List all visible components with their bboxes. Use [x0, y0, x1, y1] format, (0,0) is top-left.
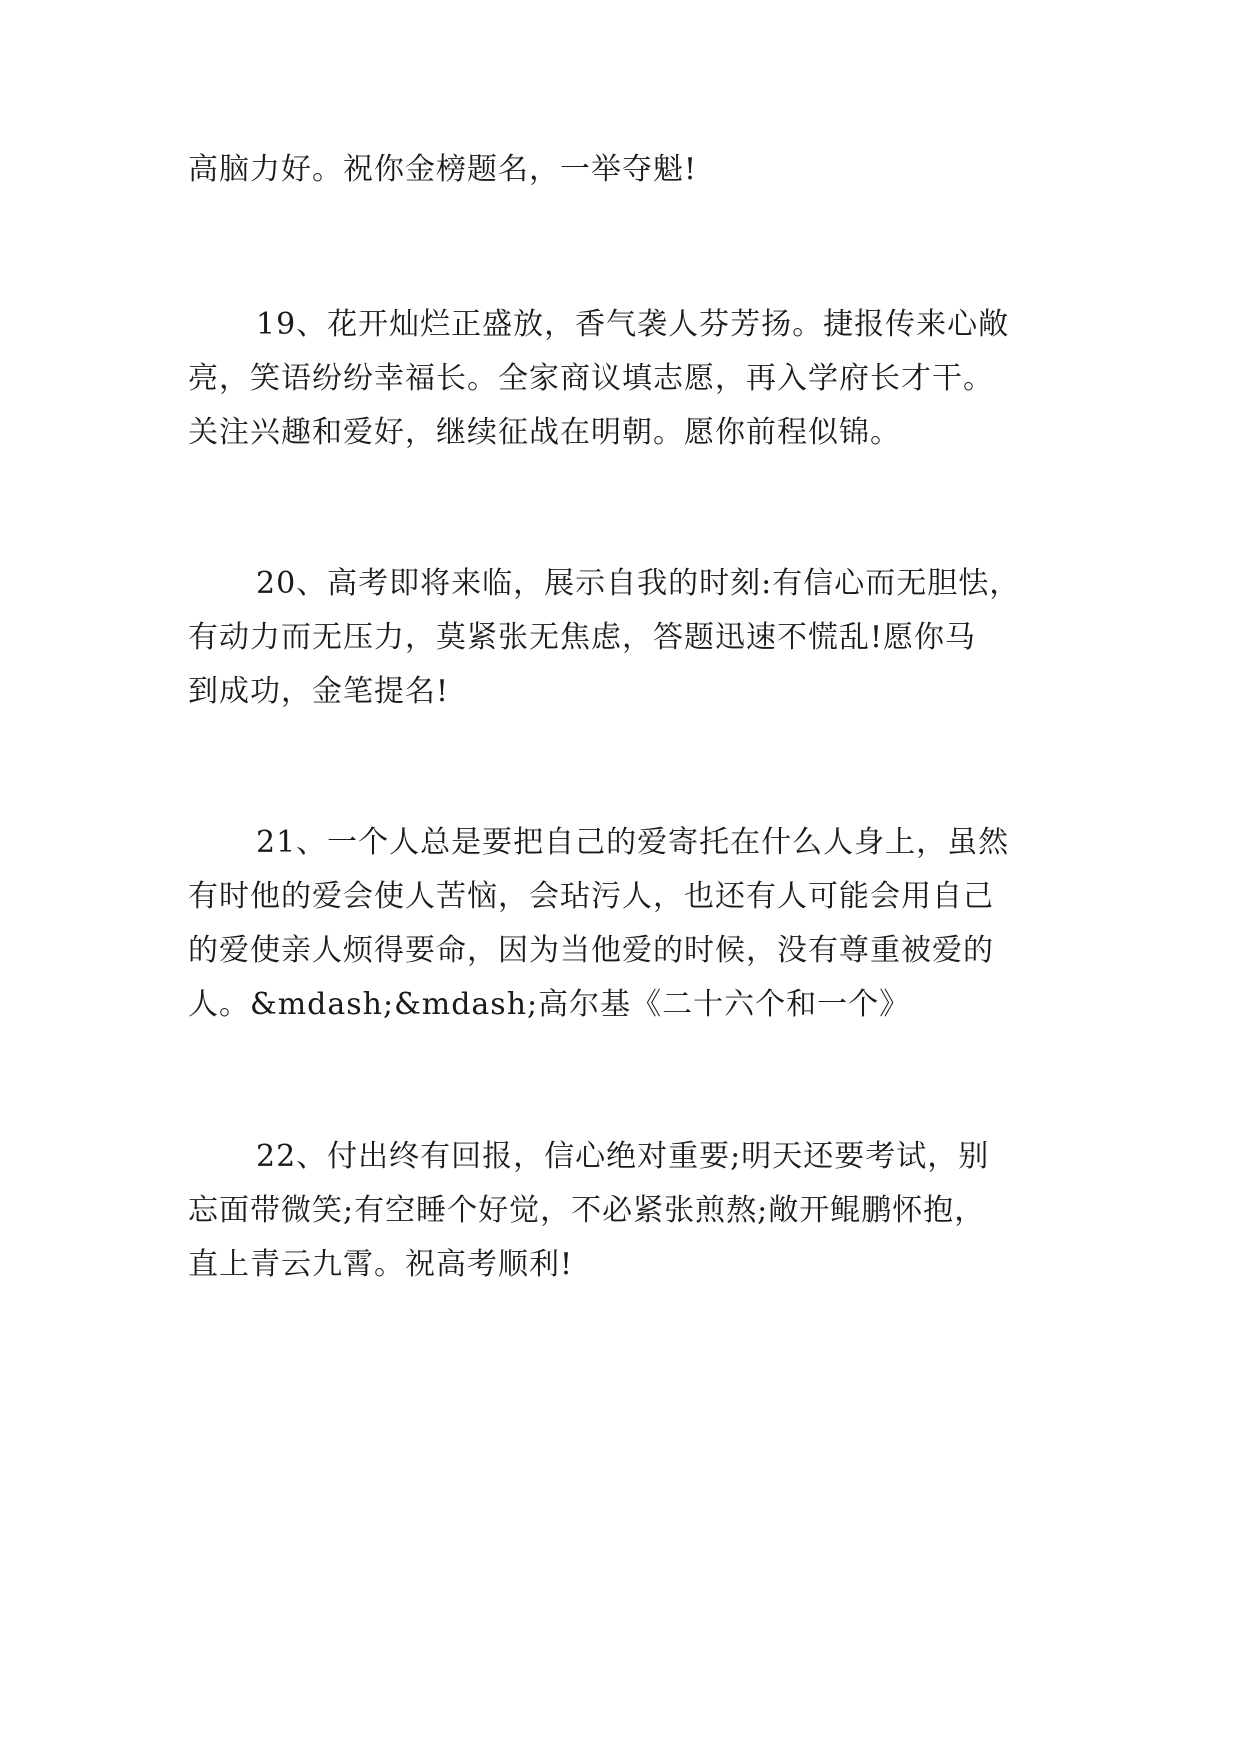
text-line: 20、高考即将来临，展示自我的时刻:有信心而无胆怯，	[256, 566, 1021, 601]
text-line: 21、一个人总是要把自己的爱寄托在什么人身上，虽然	[256, 825, 1010, 860]
text-line: 22、付出终有回报，信心绝对重要;明天还要考试，别	[256, 1139, 990, 1174]
text-line: 有动力而无压力，莫紧张无焦虑，答题迅速不慌乱!愿你马	[188, 620, 977, 655]
text-line: 人。&mdash;&mdash;高尔基《二十六个和一个》	[188, 987, 911, 1022]
text-line: 高脑力好。祝你金榜题名，一举夺魁!	[188, 152, 698, 187]
paragraph-item-21	[188, 816, 1068, 1032]
text-line: 亮，笑语纷纷幸福长。全家商议填志愿，再入学府长才干。	[188, 361, 994, 396]
text-line: 19、花开灿烂正盛放，香气袭人芬芳扬。捷报传来心敞	[256, 307, 1010, 342]
text-line: 直上青云九霄。祝高考顺利!	[188, 1247, 574, 1282]
text-line: 忘面带微笑;有空睡个好觉，不必紧张煎熬;敞开鲲鹏怀抱，	[188, 1193, 986, 1228]
paragraph-item-19	[188, 298, 1068, 460]
paragraph-item-22	[188, 1130, 1068, 1292]
text-line: 有时他的爱会使人苦恼，会玷污人，也还有人可能会用自己	[188, 879, 994, 914]
text-line: 到成功，金笔提名!	[188, 674, 450, 709]
paragraph-item-20	[188, 557, 1068, 719]
text-line: 关注兴趣和爱好，继续征战在明朝。愿你前程似锦。	[188, 415, 901, 450]
paragraph-continuation	[188, 143, 1068, 197]
text-line: 的爱使亲人烦得要命，因为当他爱的时候，没有尊重被爱的	[188, 933, 994, 968]
